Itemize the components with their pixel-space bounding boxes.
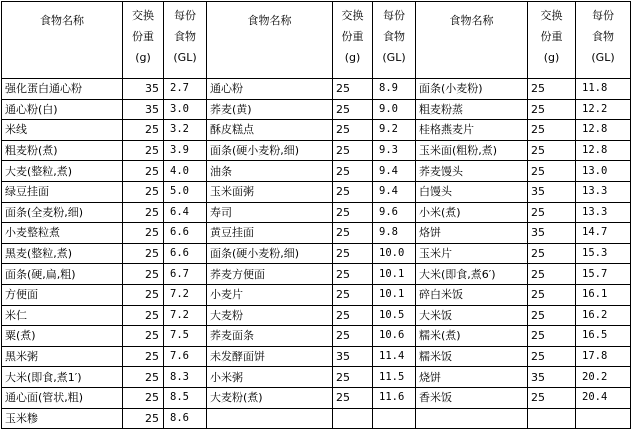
gl-value-cell (576, 408, 631, 429)
exchange-weight-cell: 25 (528, 161, 576, 182)
food-name-cell: 小麦整粒煮 (2, 223, 123, 244)
gl-value-cell: 8.6 (164, 408, 207, 429)
table-body (2, 79, 631, 429)
gl-value-cell: 10.1 (373, 264, 416, 285)
gl-value-cell: 11.4 (373, 346, 416, 367)
gl-value-cell: 3.2 (164, 120, 207, 141)
gl-value-cell: 12.2 (576, 99, 631, 120)
table-row (2, 223, 631, 244)
gl-value-cell: 5.0 (164, 181, 207, 202)
table-row (2, 387, 631, 408)
exchange-weight-cell: 25 (123, 346, 164, 367)
gl-value-cell: 17.8 (576, 346, 631, 367)
exchange-weight-cell: 25 (123, 223, 164, 244)
exchange-weight-cell: 25 (123, 367, 164, 388)
header-exchange-weight: 交换 份重 (g) (333, 2, 373, 79)
food-name-cell: 大麦粉(煮) (207, 387, 333, 408)
exchange-weight-cell: 25 (333, 161, 373, 182)
gl-value-cell: 9.4 (373, 181, 416, 202)
food-name-cell: 荞麦面条 (207, 326, 333, 347)
food-name-cell: 香米饭 (416, 387, 528, 408)
table-row (2, 326, 631, 347)
gl-value-cell: 11.6 (373, 387, 416, 408)
exchange-weight-cell: 25 (123, 408, 164, 429)
exchange-weight-cell: 25 (123, 284, 164, 305)
exchange-weight-cell: 25 (123, 202, 164, 223)
gl-value-cell: 14.7 (576, 223, 631, 244)
exchange-weight-cell: 25 (123, 140, 164, 161)
table-row (2, 79, 631, 100)
gl-value-cell: 20.4 (576, 387, 631, 408)
food-name-cell: 烧饼 (416, 367, 528, 388)
table-row (2, 202, 631, 223)
food-name-cell: 大麦(整粒,煮) (2, 161, 123, 182)
food-gl-table (1, 1, 631, 429)
exchange-weight-cell: 25 (333, 387, 373, 408)
gl-value-cell: 10.5 (373, 305, 416, 326)
exchange-weight-cell: 25 (123, 161, 164, 182)
gl-value-cell: 6.6 (164, 243, 207, 264)
food-name-cell: 大麦粉 (207, 305, 333, 326)
food-name-cell: 通心粉 (207, 79, 333, 100)
gl-value-cell: 10.0 (373, 243, 416, 264)
table-row (2, 140, 631, 161)
gl-value-cell: 9.2 (373, 120, 416, 141)
food-name-cell: 面条(硬小麦粉,细) (207, 140, 333, 161)
exchange-weight-cell: 35 (333, 346, 373, 367)
table-row (2, 181, 631, 202)
table-row (2, 161, 631, 182)
food-name-cell: 方便面 (2, 284, 123, 305)
food-name-cell: 小麦片 (207, 284, 333, 305)
gl-value-cell: 13.3 (576, 202, 631, 223)
exchange-weight-cell: 25 (528, 79, 576, 100)
exchange-weight-cell: 25 (333, 243, 373, 264)
exchange-weight-cell: 25 (528, 346, 576, 367)
food-name-cell: 小米粥 (207, 367, 333, 388)
table-row (2, 408, 631, 429)
exchange-weight-cell: 25 (528, 120, 576, 141)
food-name-cell: 绿豆挂面 (2, 181, 123, 202)
table-row (2, 284, 631, 305)
food-name-cell: 寿司 (207, 202, 333, 223)
gl-value-cell: 3.9 (164, 140, 207, 161)
exchange-weight-cell: 25 (528, 140, 576, 161)
exchange-weight-cell: 25 (528, 99, 576, 120)
gl-value-cell: 15.7 (576, 264, 631, 285)
gl-value-cell: 4.0 (164, 161, 207, 182)
exchange-weight-cell: 25 (528, 326, 576, 347)
exchange-weight-cell: 25 (123, 305, 164, 326)
food-name-cell: 面条(小麦粉) (416, 79, 528, 100)
food-name-cell: 米线 (2, 120, 123, 141)
food-name-cell: 荞麦(黄) (207, 99, 333, 120)
food-name-cell: 黄豆挂面 (207, 223, 333, 244)
header-food-name: 食物名称 (207, 2, 333, 79)
table-row (2, 243, 631, 264)
food-name-cell: 桂格燕麦片 (416, 120, 528, 141)
food-name-cell (416, 408, 528, 429)
food-name-cell: 小米(煮) (416, 202, 528, 223)
exchange-weight-cell: 25 (123, 326, 164, 347)
food-name-cell: 粗麦粉(煮) (2, 140, 123, 161)
exchange-weight-cell: 25 (333, 326, 373, 347)
gl-value-cell: 9.4 (373, 161, 416, 182)
exchange-weight-cell: 35 (528, 367, 576, 388)
exchange-weight-cell: 25 (333, 305, 373, 326)
exchange-weight-cell: 25 (333, 264, 373, 285)
gl-value-cell: 11.5 (373, 367, 416, 388)
food-name-cell: 玉米面(粗粉,煮) (416, 140, 528, 161)
header-food-name: 食物名称 (2, 2, 123, 79)
food-name-cell: 面条(硬,扁,粗) (2, 264, 123, 285)
food-name-cell: 糯米(煮) (416, 326, 528, 347)
exchange-weight-cell: 35 (123, 99, 164, 120)
gl-value-cell: 12.8 (576, 120, 631, 141)
food-name-cell: 强化蛋白通心粉 (2, 79, 123, 100)
table-row (2, 120, 631, 141)
gl-value-cell: 10.1 (373, 284, 416, 305)
food-name-cell: 酥皮糕点 (207, 120, 333, 141)
exchange-weight-cell (528, 408, 576, 429)
exchange-weight-cell: 25 (528, 243, 576, 264)
food-name-cell: 烙饼 (416, 223, 528, 244)
exchange-weight-cell: 25 (528, 202, 576, 223)
gl-value-cell: 9.8 (373, 223, 416, 244)
food-name-cell: 白馒头 (416, 181, 528, 202)
exchange-weight-cell: 25 (333, 140, 373, 161)
exchange-weight-cell: 25 (333, 181, 373, 202)
food-name-cell: 糯米饭 (416, 346, 528, 367)
food-name-cell: 大米(即食,煮1′) (2, 367, 123, 388)
header-exchange-weight: 交换 份重 (g) (528, 2, 576, 79)
exchange-weight-cell: 25 (528, 264, 576, 285)
gl-value-cell: 16.5 (576, 326, 631, 347)
food-name-cell: 玉米糁 (2, 408, 123, 429)
gl-value-cell: 8.3 (164, 367, 207, 388)
gl-value-cell: 13.3 (576, 181, 631, 202)
exchange-weight-cell: 25 (123, 243, 164, 264)
exchange-weight-cell: 25 (333, 284, 373, 305)
food-name-cell: 油条 (207, 161, 333, 182)
gl-value-cell: 7.2 (164, 305, 207, 326)
gl-value-cell: 13.0 (576, 161, 631, 182)
gl-value-cell: 8.5 (164, 387, 207, 408)
exchange-weight-cell: 25 (333, 120, 373, 141)
food-name-cell: 大米(即食,煮6′) (416, 264, 528, 285)
exchange-weight-cell: 25 (123, 181, 164, 202)
gl-value-cell: 6.4 (164, 202, 207, 223)
exchange-weight-cell: 35 (528, 181, 576, 202)
exchange-weight-cell: 25 (123, 120, 164, 141)
gl-value-cell (373, 408, 416, 429)
food-name-cell: 碎白米饭 (416, 284, 528, 305)
gl-value-cell: 3.0 (164, 99, 207, 120)
food-name-cell: 黑麦(整粒,煮) (2, 243, 123, 264)
table-row (2, 264, 631, 285)
food-name-cell (207, 408, 333, 429)
gl-value-cell: 2.7 (164, 79, 207, 100)
gl-value-cell: 15.3 (576, 243, 631, 264)
exchange-weight-cell: 25 (333, 79, 373, 100)
food-name-cell: 通心面(管状,粗) (2, 387, 123, 408)
food-name-cell: 面条(硬小麦粉,细) (207, 243, 333, 264)
food-name-cell: 荞麦馒头 (416, 161, 528, 182)
gl-value-cell: 7.6 (164, 346, 207, 367)
exchange-weight-cell: 25 (333, 223, 373, 244)
gl-value-cell: 9.3 (373, 140, 416, 161)
exchange-weight-cell: 35 (528, 223, 576, 244)
food-name-cell: 米仁 (2, 305, 123, 326)
exchange-weight-cell: 25 (528, 284, 576, 305)
table-row (2, 99, 631, 120)
gl-value-cell: 11.8 (576, 79, 631, 100)
food-name-cell: 粗麦粉蒸 (416, 99, 528, 120)
gl-value-cell: 7.2 (164, 284, 207, 305)
exchange-weight-cell: 25 (333, 99, 373, 120)
table-row (2, 367, 631, 388)
exchange-weight-cell: 25 (528, 305, 576, 326)
gl-value-cell: 10.6 (373, 326, 416, 347)
gl-value-cell: 8.9 (373, 79, 416, 100)
gl-value-cell: 6.7 (164, 264, 207, 285)
exchange-weight-cell: 25 (123, 264, 164, 285)
header-exchange-weight: 交换 份重 (g) (123, 2, 164, 79)
gl-value-cell: 9.6 (373, 202, 416, 223)
food-name-cell: 黑米粥 (2, 346, 123, 367)
exchange-weight-cell: 25 (123, 387, 164, 408)
exchange-weight-cell: 25 (333, 367, 373, 388)
food-name-cell: 荞麦方便面 (207, 264, 333, 285)
table-row (2, 305, 631, 326)
header-gl-per-serving: 每份 食物 (GL) (576, 2, 631, 79)
gl-value-cell: 16.1 (576, 284, 631, 305)
gl-value-cell: 7.5 (164, 326, 207, 347)
exchange-weight-cell: 35 (123, 79, 164, 100)
table-header (2, 2, 631, 79)
food-name-cell: 粟(煮) (2, 326, 123, 347)
gl-value-cell: 6.6 (164, 223, 207, 244)
food-name-cell: 面条(全麦粉,细) (2, 202, 123, 223)
food-name-cell: 未发酵面饼 (207, 346, 333, 367)
exchange-weight-cell: 25 (528, 387, 576, 408)
table-row (2, 346, 631, 367)
food-name-cell: 大米饭 (416, 305, 528, 326)
gl-value-cell: 12.8 (576, 140, 631, 161)
food-name-cell: 玉米面粥 (207, 181, 333, 202)
gl-value-cell: 20.2 (576, 367, 631, 388)
header-food-name: 食物名称 (416, 2, 528, 79)
food-name-cell: 通心粉(白) (2, 99, 123, 120)
gl-value-cell: 9.0 (373, 99, 416, 120)
food-name-cell: 玉米片 (416, 243, 528, 264)
exchange-weight-cell: 25 (333, 202, 373, 223)
header-gl-per-serving: 每份 食物 (GL) (373, 2, 416, 79)
gl-value-cell: 16.2 (576, 305, 631, 326)
header-gl-per-serving: 每份 食物 (GL) (164, 2, 207, 79)
exchange-weight-cell (333, 408, 373, 429)
